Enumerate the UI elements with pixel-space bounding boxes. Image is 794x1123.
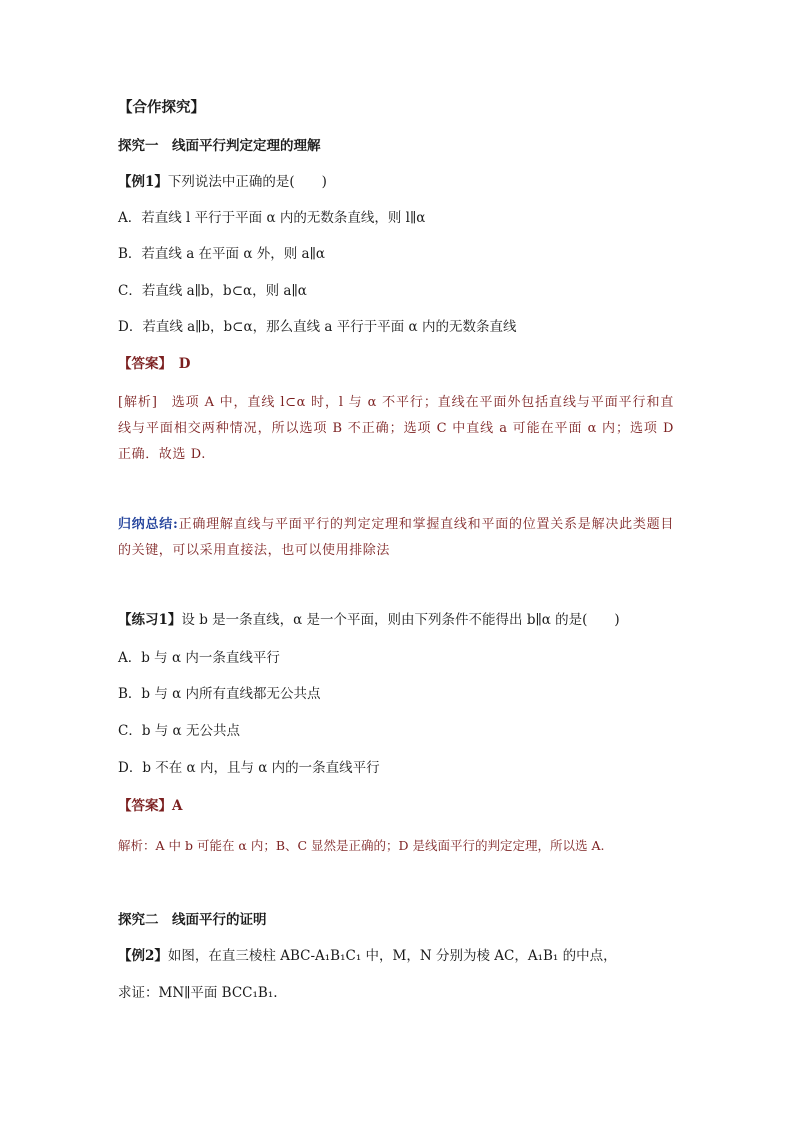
exercise1-question bbox=[118, 610, 620, 630]
inquiry2-title: 探究二 线面平行的证明 bbox=[118, 912, 267, 928]
exercise1-label: 【练习1】 bbox=[118, 612, 182, 628]
example1-answer: 【答案】 D bbox=[118, 356, 191, 372]
summary-text: 正确理解直线与平面平行的判定定理和掌握直线和平面的位置关系是解决此类题目的关键，可以采用直接法，也可以使用排除法 bbox=[118, 517, 674, 558]
exercise1-option-a: A．b 与 α 内一条直线平行 bbox=[118, 650, 280, 666]
example1-analysis: [解析] 选项 A 中，直线 l⊂α 时，l 与 α 不平行；直线在平面外包括直线与平面平行和直线与平面相交两种情况，所以选项 B 不正确；选项 C 中直线 a 可能在平面 α 内；选项 D 正确．故选 D. bbox=[118, 395, 674, 462]
heading: 【合作探究】 bbox=[118, 99, 205, 116]
example2-prove: 求证：MN∥平面 BCC₁B₁. bbox=[118, 985, 278, 1001]
exercise1-option-c: C．b 与 α 无公共点 bbox=[118, 723, 240, 739]
example1-question-text: 下列说法中正确的是( ) bbox=[167, 174, 327, 190]
example1-label: 【例1】 bbox=[118, 174, 168, 190]
example1-option-a: A．若直线 l 平行于平面 α 内的无数条直线，则 l∥α bbox=[118, 210, 426, 226]
exercise1-answer: 【答案】A bbox=[118, 798, 183, 814]
summary bbox=[118, 512, 674, 564]
example1-question bbox=[118, 172, 327, 192]
example1-option-d: D．若直线 a∥b，b⊂α，那么直线 a 平行于平面 α 内的无数条直线 bbox=[118, 319, 517, 335]
summary-label: 归纳总结: bbox=[118, 517, 179, 532]
example1-option-c: C．若直线 a∥b，b⊂α，则 a∥α bbox=[118, 283, 307, 299]
inquiry1-title: 探究一 线面平行判定定理的理解 bbox=[118, 138, 321, 154]
example2-label: 【例2】 bbox=[118, 948, 168, 964]
example2-question-text: 如图，在直三棱柱 ABC-A₁B₁C₁ 中，M，N 分别为棱 AC，A₁B₁ 的中点， bbox=[167, 948, 617, 964]
exercise1-option-d: D．b 不在 α 内，且与 α 内的一条直线平行 bbox=[118, 760, 380, 776]
example2-question bbox=[118, 946, 617, 966]
exercise1-option-b: B．b 与 α 内所有直线都无公共点 bbox=[118, 686, 321, 702]
exercise1-analysis: 解析：A 中 b 可能在 α 内；B、C 显然是正确的；D 是线面平行的判定定理，所以选 A. bbox=[118, 838, 605, 853]
example1-option-b: B．若直线 a 在平面 α 外，则 a∥α bbox=[118, 246, 325, 262]
exercise1-question-text: 设 b 是一条直线，α 是一个平面，则由下列条件不能得出 b∥α 的是( ) bbox=[181, 612, 620, 628]
